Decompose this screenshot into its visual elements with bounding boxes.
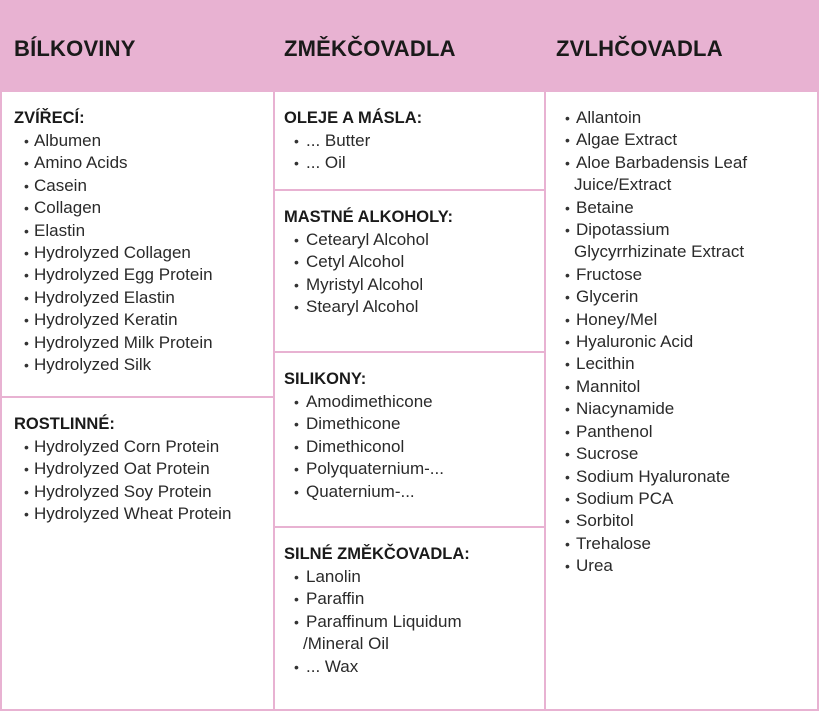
bullet-icon: • [24, 245, 29, 262]
list-item: • Hydrolyzed Oat Protein [2, 458, 231, 480]
bullet-icon: • [24, 312, 29, 329]
bullet-icon: • [294, 569, 299, 585]
bullet-icon: • [24, 483, 29, 500]
list-item: Glycyrrhizinate Extract [574, 242, 745, 262]
list-item: • Sorbitol [546, 510, 747, 532]
list-item: • Sucrose [546, 443, 747, 465]
bullet-icon: • [565, 558, 570, 575]
list-item: • Stearyl Alcohol [275, 296, 429, 318]
bullet-icon: • [565, 378, 570, 395]
list-item: • Panthenol [546, 421, 747, 443]
list-item: • Hydrolyzed Corn Protein [2, 436, 231, 458]
list-item: • Dipotassium [546, 219, 747, 241]
bullet-icon: • [24, 177, 29, 194]
bullet-icon: • [294, 394, 299, 410]
bullet-icon: • [294, 155, 299, 172]
fatty-alcohols-list [275, 229, 429, 319]
list-item: • Hydrolyzed Keratin [2, 309, 213, 331]
list-item: • Hyaluronic Acid [546, 331, 747, 353]
bullet-icon: • [565, 446, 570, 463]
list-item: • Elastin [2, 220, 213, 242]
list-item: • Hydrolyzed Wheat Protein [2, 503, 231, 525]
bullet-icon: • [565, 311, 570, 328]
list-item: • Fructose [546, 264, 747, 286]
list-item: • Trehalose [546, 533, 747, 555]
bullet-icon: • [294, 438, 299, 455]
list-item: • Cetyl Alcohol [275, 251, 429, 273]
strong-emollients-list [275, 566, 462, 678]
list-item: • Niacynamide [546, 398, 747, 420]
table-body [0, 90, 819, 711]
bullet-icon: • [565, 334, 570, 351]
humectants-cell [546, 92, 817, 709]
plant-proteins-heading: ROSTLINNÉ: [14, 415, 115, 433]
bullet-icon: • [24, 133, 29, 149]
list-item: • ... Wax [275, 656, 462, 678]
list-item: • Urea [546, 555, 747, 577]
list-item: • Polyquaternium-... [275, 458, 444, 480]
animal-proteins-heading: ZVÍŘECÍ: [14, 109, 85, 127]
list-item: • Hydrolyzed Silk [2, 354, 213, 376]
proteins-column [2, 90, 273, 709]
bullet-icon: • [24, 155, 29, 172]
fatty-alcohols-cell [275, 191, 544, 351]
bullet-icon: • [24, 334, 29, 351]
bullet-icon: • [565, 154, 570, 171]
bullet-icon: • [294, 276, 299, 293]
list-item: • Lecithin [546, 353, 747, 375]
list-item: • Algae Extract [546, 129, 747, 151]
bullet-icon: • [294, 416, 299, 433]
list-item: • Lanolin [275, 566, 462, 588]
list-item: • Quaternium-... [275, 481, 444, 503]
header-emollients: ZMĚKČOVADLA [284, 36, 456, 61]
list-item: • Myristyl Alcohol [275, 274, 429, 296]
list-item: • Allantoin [546, 107, 747, 129]
list-item: • ... Butter [275, 130, 370, 152]
bullet-icon: • [294, 591, 299, 608]
bullet-icon: • [565, 289, 570, 306]
bullet-icon: • [565, 356, 570, 373]
strong-emollients-cell [275, 528, 544, 709]
bullet-icon: • [565, 266, 570, 283]
list-item: • Hydrolyzed Elastin [2, 287, 213, 309]
list-item: • Collagen [2, 197, 213, 219]
list-item: /Mineral Oil [303, 634, 389, 654]
list-item: • Mannitol [546, 376, 747, 398]
bullet-icon: • [565, 199, 570, 216]
list-item: • Casein [2, 175, 213, 197]
bullet-icon: • [294, 613, 299, 630]
plant-proteins-list [2, 436, 231, 526]
list-item: • Aloe Barbadensis Leaf [546, 152, 747, 174]
bullet-icon: • [24, 461, 29, 478]
bullet-icon: • [565, 222, 570, 239]
list-item: • Albumen [2, 130, 213, 152]
list-item: • Glycerin [546, 286, 747, 308]
animal-proteins-cell [2, 92, 273, 396]
bullet-icon: • [294, 133, 299, 149]
header-proteins: BÍLKOVINY [14, 36, 136, 61]
table-header [0, 0, 819, 90]
list-item: Juice/Extract [574, 175, 672, 195]
emollients-column [275, 90, 544, 709]
bullet-icon: • [565, 401, 570, 418]
bullet-icon: • [565, 468, 570, 485]
bullet-icon: • [294, 461, 299, 478]
list-item: • Dimethiconol [275, 436, 444, 458]
bullet-icon: • [565, 110, 570, 126]
list-item: • Hydrolyzed Egg Protein [2, 264, 213, 286]
list-item: • Hydrolyzed Milk Protein [2, 332, 213, 354]
list-item: • Amino Acids [2, 152, 213, 174]
bullet-icon: • [24, 222, 29, 239]
strong-emollients-heading: SILNÉ ZMĚKČOVADLA: [284, 545, 470, 563]
list-item: • Sodium PCA [546, 488, 747, 510]
list-item: • Paraffin [275, 588, 462, 610]
bullet-icon: • [565, 535, 570, 552]
header-humectants: ZVLHČOVADLA [556, 36, 723, 61]
list-item: • Hydrolyzed Soy Protein [2, 481, 231, 503]
bullet-icon: • [24, 506, 29, 523]
list-item: • ... Oil [275, 152, 370, 174]
bullet-icon: • [565, 513, 570, 530]
animal-proteins-list [2, 130, 213, 376]
oils-cell [275, 92, 544, 189]
bullet-icon: • [24, 289, 29, 306]
list-item: • Honey/Mel [546, 309, 747, 331]
bullet-icon: • [24, 267, 29, 284]
silicones-cell [275, 353, 544, 526]
bullet-icon: • [565, 132, 570, 149]
list-item: • Amodimethicone [275, 391, 444, 413]
humectants-list [546, 107, 747, 578]
bullet-icon: • [294, 483, 299, 500]
bullet-icon: • [24, 200, 29, 217]
list-item: • Cetearyl Alcohol [275, 229, 429, 251]
list-item: • Hydrolyzed Collagen [2, 242, 213, 264]
plant-proteins-cell [2, 398, 273, 709]
oils-heading: OLEJE A MÁSLA: [284, 109, 423, 127]
fatty-alcohols-heading: MASTNÉ ALKOHOLY: [284, 208, 453, 226]
list-item: • Paraffinum Liquidum [275, 611, 462, 633]
bullet-icon: • [24, 439, 29, 455]
bullet-icon: • [294, 254, 299, 271]
bullet-icon: • [565, 490, 570, 507]
bullet-icon: • [24, 357, 29, 374]
silicones-list [275, 391, 444, 503]
silicones-heading: SILIKONY: [284, 370, 367, 388]
humectants-column [546, 90, 817, 709]
bullet-icon: • [294, 232, 299, 248]
list-item: • Dimethicone [275, 413, 444, 435]
list-item: • Sodium Hyaluronate [546, 466, 747, 488]
bullet-icon: • [565, 423, 570, 440]
bullet-icon: • [294, 658, 299, 675]
bullet-icon: • [294, 299, 299, 316]
list-item: • Betaine [546, 197, 747, 219]
oils-list [275, 130, 370, 175]
